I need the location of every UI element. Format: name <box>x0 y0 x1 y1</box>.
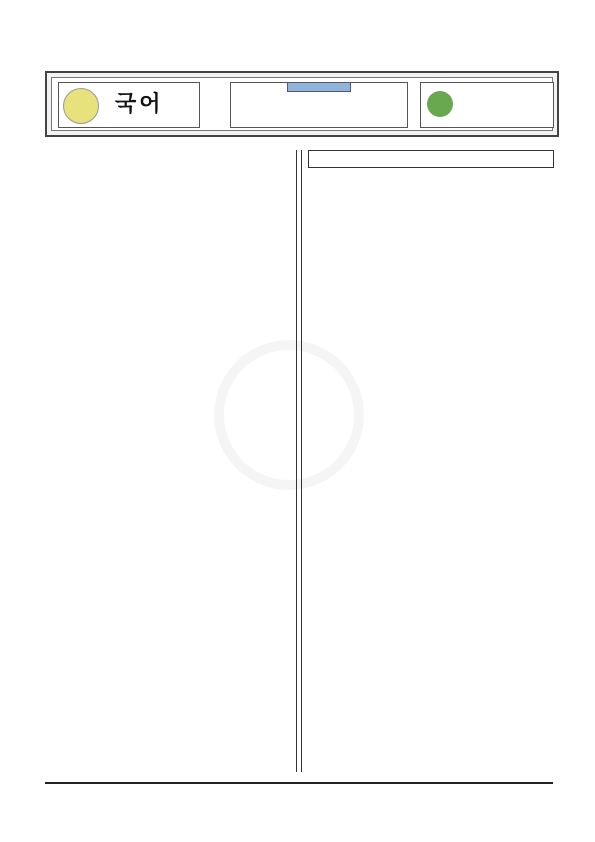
paragraph-gap <box>46 162 286 174</box>
paragraph-gap <box>46 174 286 186</box>
exam-title-box <box>230 82 408 128</box>
subject-title: 국어 <box>115 92 164 117</box>
question-list <box>308 180 554 204</box>
paragraph-gap <box>313 153 549 165</box>
footer-rule <box>45 782 553 784</box>
exam-title-tab <box>287 82 351 92</box>
header-inner <box>51 77 553 131</box>
paragraph-gap <box>46 150 286 162</box>
column-divider <box>296 150 302 772</box>
passage-box <box>308 150 554 168</box>
right-column <box>308 150 554 204</box>
paragraph-gap <box>46 186 286 198</box>
header-frame <box>45 71 559 137</box>
subject-badge <box>63 88 99 124</box>
publisher-logo-icon <box>427 91 453 117</box>
subject-box <box>58 82 200 128</box>
watermark <box>214 340 364 490</box>
publisher-logo-box <box>420 82 554 128</box>
left-column <box>46 150 286 198</box>
